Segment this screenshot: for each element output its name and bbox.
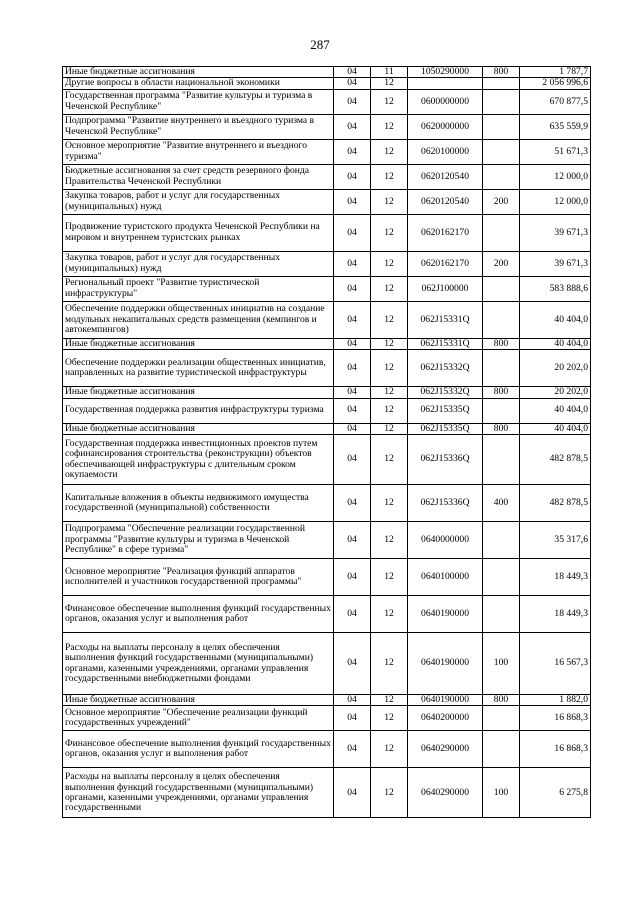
row-name: Региональный проект "Развитие туристической инфраструктуры" (63, 276, 334, 301)
row-expense-type: 800 (483, 338, 520, 349)
row-target-article: 062J15336Q (408, 485, 483, 522)
row-expense-type (483, 139, 520, 164)
row-section: 04 (334, 706, 371, 731)
row-amount: 40 404,0 (520, 338, 591, 349)
row-subsection: 12 (371, 695, 408, 706)
row-target-article: 0620120540 (408, 189, 483, 214)
row-target-article: 0640100000 (408, 559, 483, 596)
row-name: Иные бюджетные ассигнования (63, 387, 334, 398)
table-row (63, 522, 591, 559)
row-name: Иные бюджетные ассигнования (63, 423, 334, 434)
row-amount: 16 868,3 (520, 731, 591, 768)
row-expense-type (483, 522, 520, 559)
row-target-article: 062J15335Q (408, 398, 483, 423)
row-target-article: 0640290000 (408, 731, 483, 768)
row-target-article: 062J15331Q (408, 301, 483, 338)
row-target-article: 0620100000 (408, 139, 483, 164)
row-name: Подпрограмма "Обеспечение реализации государственной программы "Развитие культуры и туризма в Чеченской Республике" в сфере туризма" (63, 522, 334, 559)
row-expense-type (483, 89, 520, 114)
row-name: Закупка товаров, работ и услуг для государственных (муниципальных) нужд (63, 251, 334, 276)
row-amount: 20 202,0 (520, 387, 591, 398)
row-expense-type: 800 (483, 387, 520, 398)
row-section: 04 (334, 350, 371, 387)
row-amount: 39 671,3 (520, 214, 591, 251)
row-target-article: 062J15335Q (408, 423, 483, 434)
row-amount: 20 202,0 (520, 350, 591, 387)
row-target-article: 0620162170 (408, 251, 483, 276)
row-name: Основное мероприятие "Обеспечение реализации функций государственных учреждений" (63, 706, 334, 731)
table-row (63, 706, 591, 731)
row-amount: 635 559,9 (520, 114, 591, 139)
row-section: 04 (334, 214, 371, 251)
row-subsection: 12 (371, 387, 408, 398)
row-section: 04 (334, 189, 371, 214)
row-section: 04 (334, 768, 371, 818)
row-expense-type: 100 (483, 768, 520, 818)
table-row (63, 301, 591, 338)
row-section: 04 (334, 78, 371, 89)
row-section: 04 (334, 522, 371, 559)
row-name: Государственная поддержка инвестиционных проектов путем софинансирования строительства (реконструкции) объектов обеспечивающей инфраструктуры с длительным сроком окупаемости (63, 435, 334, 485)
row-amount: 2 056 996,6 (520, 78, 591, 89)
table-row (63, 67, 591, 78)
table-row (63, 559, 591, 596)
row-subsection: 12 (371, 89, 408, 114)
row-section: 04 (334, 633, 371, 695)
table-row (63, 276, 591, 301)
row-target-article: 062J15331Q (408, 338, 483, 349)
row-name: Иные бюджетные ассигнования (63, 695, 334, 706)
row-subsection: 12 (371, 768, 408, 818)
table-row (63, 387, 591, 398)
row-expense-type (483, 435, 520, 485)
row-expense-type (483, 301, 520, 338)
row-target-article: 0640290000 (408, 768, 483, 818)
row-amount: 39 671,3 (520, 251, 591, 276)
row-amount: 482 878,5 (520, 435, 591, 485)
row-expense-type: 800 (483, 423, 520, 434)
row-name: Иные бюджетные ассигнования (63, 67, 334, 78)
row-name: Обеспечение поддержки реализации общественных инициатив, направленных на развитие туристической инфраструктуры (63, 350, 334, 387)
row-subsection: 12 (371, 731, 408, 768)
table-row (63, 398, 591, 423)
row-subsection: 12 (371, 398, 408, 423)
row-amount: 670 877,5 (520, 89, 591, 114)
row-expense-type: 200 (483, 251, 520, 276)
row-target-article: 0640190000 (408, 596, 483, 633)
table-row (63, 164, 591, 189)
row-section: 04 (334, 559, 371, 596)
budget-table (62, 66, 591, 818)
row-amount: 40 404,0 (520, 301, 591, 338)
row-expense-type (483, 114, 520, 139)
row-target-article: 062J15336Q (408, 435, 483, 485)
row-expense-type: 400 (483, 485, 520, 522)
row-section: 04 (334, 731, 371, 768)
row-subsection: 12 (371, 214, 408, 251)
row-amount: 18 449,3 (520, 559, 591, 596)
page-number: 287 (310, 37, 330, 52)
row-section: 04 (334, 423, 371, 434)
row-expense-type (483, 164, 520, 189)
row-target-article: 0640190000 (408, 695, 483, 706)
row-amount: 16 868,3 (520, 706, 591, 731)
table-row (63, 350, 591, 387)
row-name: Закупка товаров, работ и услуг для государственных (муниципальных) нужд (63, 189, 334, 214)
row-subsection: 12 (371, 164, 408, 189)
row-target-article: 0600000000 (408, 89, 483, 114)
row-name: Капитальные вложения в объекты недвижимого имущества государственной (муниципальной) собственности (63, 485, 334, 522)
row-section: 04 (334, 338, 371, 349)
table-row (63, 78, 591, 89)
row-name: Подпрограмма "Развитие внутреннего и въездного туризма в Чеченской Республике" (63, 114, 334, 139)
row-name: Обеспечение поддержки общественных инициатив на создание модульных некапитальных средств размещения (кемпингов и автокемпингов) (63, 301, 334, 338)
row-section: 04 (334, 398, 371, 423)
row-section: 04 (334, 164, 371, 189)
row-target-article: 0640190000 (408, 633, 483, 695)
row-name: Финансовое обеспечение выполнения функций государственных органов, оказания услуг и выполнения работ (63, 596, 334, 633)
row-subsection: 12 (371, 251, 408, 276)
row-section: 04 (334, 301, 371, 338)
row-expense-type (483, 350, 520, 387)
row-target-article (408, 78, 483, 89)
row-target-article: 062J15332Q (408, 387, 483, 398)
row-subsection: 12 (371, 633, 408, 695)
row-expense-type: 800 (483, 695, 520, 706)
row-subsection: 12 (371, 706, 408, 731)
table-row (63, 731, 591, 768)
row-subsection: 12 (371, 522, 408, 559)
table-row (63, 423, 591, 434)
row-expense-type (483, 78, 520, 89)
row-amount: 35 317,6 (520, 522, 591, 559)
row-expense-type (483, 731, 520, 768)
row-section: 04 (334, 387, 371, 398)
row-name: Основное мероприятие "Развитие внутреннего и въездного туризма" (63, 139, 334, 164)
row-section: 04 (334, 596, 371, 633)
row-target-article: 0640200000 (408, 706, 483, 731)
row-name: Государственная программа "Развитие культуры и туризма в Чеченской Республике" (63, 89, 334, 114)
row-amount: 16 567,3 (520, 633, 591, 695)
row-amount: 40 404,0 (520, 423, 591, 434)
row-expense-type: 200 (483, 189, 520, 214)
table-row (63, 435, 591, 485)
row-section: 04 (334, 139, 371, 164)
table-row (63, 89, 591, 114)
row-subsection: 12 (371, 114, 408, 139)
row-section: 04 (334, 251, 371, 276)
row-section: 04 (334, 435, 371, 485)
row-expense-type (483, 398, 520, 423)
row-subsection: 12 (371, 596, 408, 633)
row-amount: 12 000,0 (520, 189, 591, 214)
row-expense-type (483, 214, 520, 251)
row-name: Государственная поддержка развития инфраструктуры туризма (63, 398, 334, 423)
row-subsection: 12 (371, 435, 408, 485)
row-subsection: 12 (371, 350, 408, 387)
table-row (63, 214, 591, 251)
table-row (63, 596, 591, 633)
table-row (63, 768, 591, 818)
row-expense-type (483, 706, 520, 731)
row-amount: 12 000,0 (520, 164, 591, 189)
table-row (63, 114, 591, 139)
row-amount: 18 449,3 (520, 596, 591, 633)
row-amount: 40 404,0 (520, 398, 591, 423)
budget-table-body (63, 67, 591, 818)
row-amount: 482 878,5 (520, 485, 591, 522)
row-name: Расходы на выплаты персоналу в целях обеспечения выполнения функций государственными (муниципальными) органами, казенными учреждениями, органами управления государственными (63, 768, 334, 818)
row-section: 04 (334, 114, 371, 139)
row-subsection: 12 (371, 301, 408, 338)
row-name: Расходы на выплаты персоналу в целях обеспечения выполнения функций государственными (муниципальными) органами, казенными учреждениями, органами управления государственными внебюджетными фондами (63, 633, 334, 695)
row-target-article: 062J15332Q (408, 350, 483, 387)
row-target-article: 0620120540 (408, 164, 483, 189)
row-target-article: 0620000000 (408, 114, 483, 139)
row-subsection: 11 (371, 67, 408, 78)
row-subsection: 12 (371, 189, 408, 214)
row-target-article: 0640000000 (408, 522, 483, 559)
row-name: Другие вопросы в области национальной экономики (63, 78, 334, 89)
table-row (63, 251, 591, 276)
row-section: 04 (334, 485, 371, 522)
row-amount: 6 275,8 (520, 768, 591, 818)
row-name: Иные бюджетные ассигнования (63, 338, 334, 349)
row-amount: 583 888,6 (520, 276, 591, 301)
row-subsection: 12 (371, 338, 408, 349)
row-subsection: 12 (371, 485, 408, 522)
row-section: 04 (334, 89, 371, 114)
table-row (63, 189, 591, 214)
table-row (63, 695, 591, 706)
row-expense-type (483, 276, 520, 301)
row-amount: 1 787,7 (520, 67, 591, 78)
row-subsection: 12 (371, 139, 408, 164)
row-expense-type: 100 (483, 633, 520, 695)
row-target-article: 062J100000 (408, 276, 483, 301)
table-row (63, 338, 591, 349)
row-expense-type: 800 (483, 67, 520, 78)
row-amount: 51 671,3 (520, 139, 591, 164)
row-subsection: 12 (371, 423, 408, 434)
row-target-article: 0620162170 (408, 214, 483, 251)
row-section: 04 (334, 276, 371, 301)
row-name: Бюджетные ассигнования за счет средств резервного фонда Правительства Чеченской Республики (63, 164, 334, 189)
row-subsection: 12 (371, 276, 408, 301)
row-name: Финансовое обеспечение выполнения функций государственных органов, оказания услуг и выполнения работ (63, 731, 334, 768)
table-row (63, 485, 591, 522)
row-target-article: 1050290000 (408, 67, 483, 78)
row-name: Продвижение туристского продукта Чеченской Республики на мировом и внутреннем туристских рынках (63, 214, 334, 251)
row-section: 04 (334, 67, 371, 78)
row-name: Основное мероприятие "Реализация функций аппаратов исполнителей и участников государственной программы" (63, 559, 334, 596)
table-row (63, 139, 591, 164)
table-row (63, 633, 591, 695)
row-section: 04 (334, 695, 371, 706)
row-subsection: 12 (371, 78, 408, 89)
row-expense-type (483, 596, 520, 633)
row-subsection: 12 (371, 559, 408, 596)
row-expense-type (483, 559, 520, 596)
row-amount: 1 882,0 (520, 695, 591, 706)
